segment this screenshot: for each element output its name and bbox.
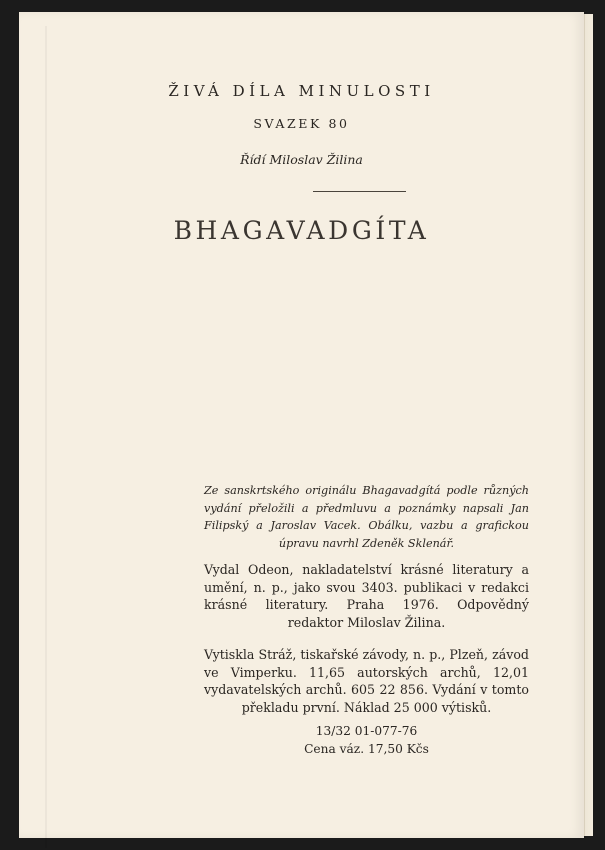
series-title: ŽIVÁ DÍLA MINULOSTI [168,82,435,100]
price-label: Cena váz. 17,50 Kčs [304,741,429,756]
title-page [19,12,584,838]
series-editor: Řídí Miloslav Žilina [240,152,363,167]
translation-note: Ze sanskrtského originálu Bhagavadgítá podle různých vydání přeložili a předmluvu a poznámky napsali Jan Filipský a Jaroslav Vacek. Obálku, vazbu a grafickou úpravu navrhl Zdeněk Sklenář. [204,484,529,550]
page-fold-shadow [45,26,47,848]
catalog-code: 13/32 01-077-76 [315,724,418,738]
publisher-note: Vydal Odeon, nakladatelství krásné literatury a umění, n. p., jako svou 3403. publikaci v redakci krásné literatury. Praha 1976. Odpovědný redaktor Miloslav Žilina. [204,562,529,630]
printer-note: Vytiskla Stráž, tiskařské závody, n. p., Plzeň, závod ve Vimperku. 11,65 autorských archů, 12,01 vydavatelských archů. 605 22 856. Vydání v tomto překladu první. Náklad 25 000 výtisků. [204,647,529,715]
catalog-block [204,723,529,758]
book-title: BHAGAVADGÍTA [173,216,430,245]
volume-number: SVAZEK 80 [253,116,350,131]
page-edge [584,14,593,836]
divider-rule [313,191,406,192]
